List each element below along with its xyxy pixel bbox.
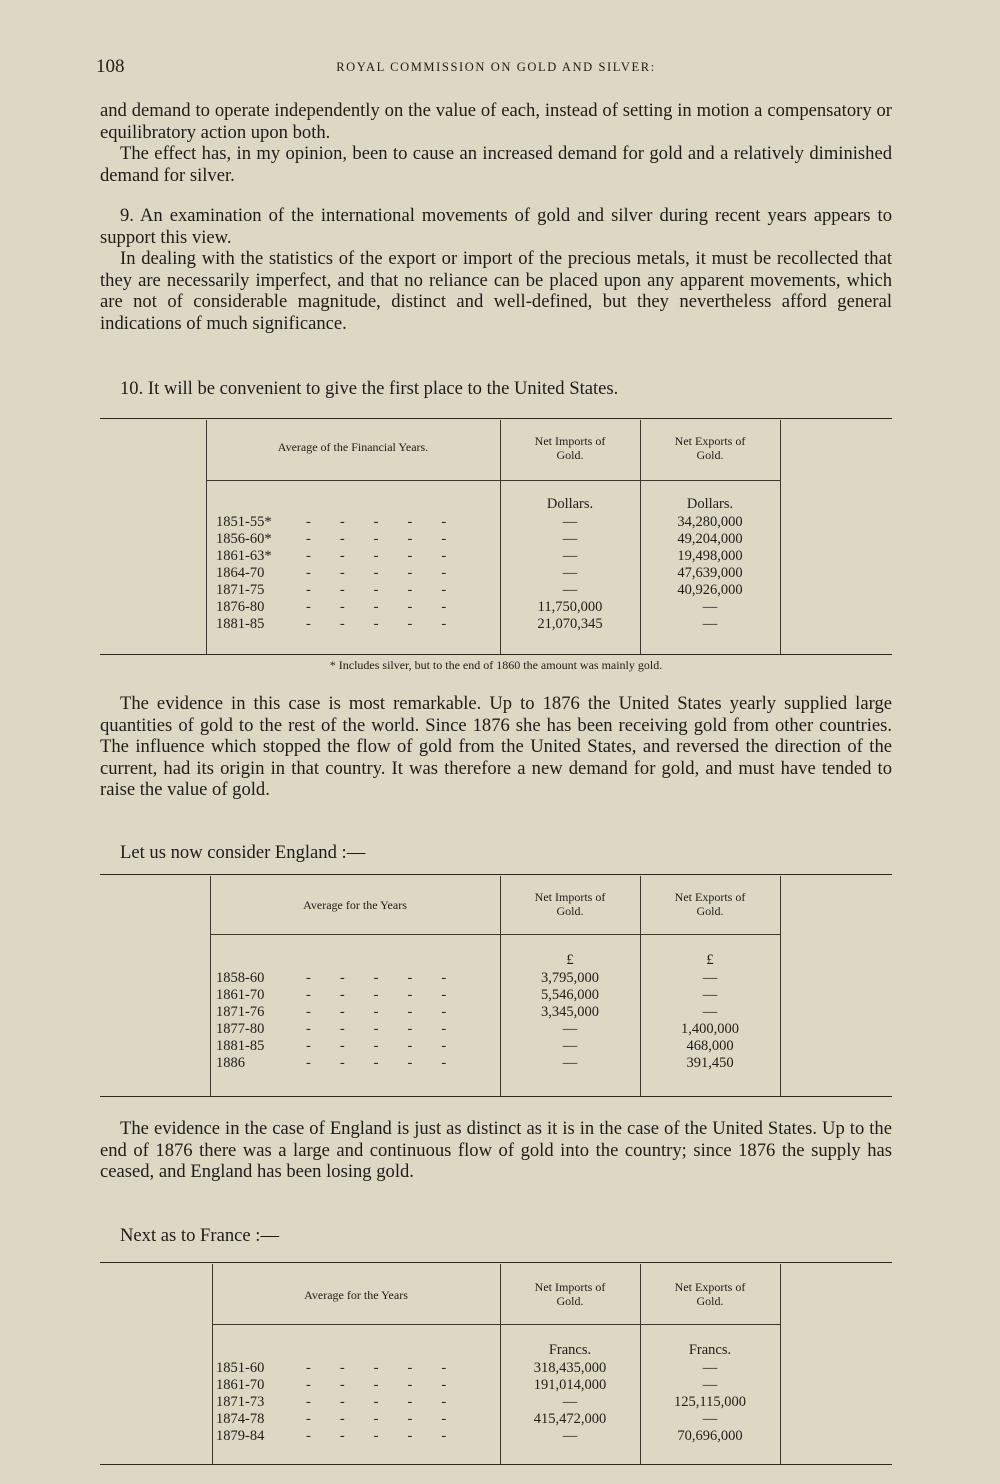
page-number: 108 bbox=[96, 56, 125, 77]
unit-exports: Dollars. bbox=[686, 496, 734, 512]
paragraph-section-9: 9. An examination of the international movements of gold and silver during recent years appears to support this view. bbox=[100, 205, 892, 248]
row-net-imports: 415,472,000 bbox=[533, 1411, 607, 1427]
row-net-exports: 70,696,000 bbox=[677, 1428, 743, 1444]
row-net-imports: — bbox=[562, 1394, 578, 1410]
leader-dots: - - - - - bbox=[306, 1055, 447, 1071]
column-header-exports: Net Exports of Gold. bbox=[674, 890, 746, 918]
row-net-imports: 3,345,000 bbox=[541, 1004, 599, 1020]
row-net-exports: 1,400,000 bbox=[681, 1021, 739, 1037]
row-period: 1874-78 bbox=[216, 1411, 265, 1427]
row-period: 1861-70 bbox=[216, 1377, 265, 1393]
column-header-period: Average for the Years bbox=[304, 1288, 408, 1302]
row-net-imports: — bbox=[562, 531, 578, 547]
row-net-imports: 318,435,000 bbox=[533, 1360, 607, 1376]
table-row bbox=[100, 970, 892, 986]
table-row bbox=[100, 1428, 892, 1444]
leader-dots: - - - - - bbox=[306, 1411, 447, 1427]
row-net-exports: 34,280,000 bbox=[677, 514, 743, 530]
row-net-imports: 3,795,000 bbox=[541, 970, 599, 986]
leader-dots: - - - - - bbox=[306, 548, 447, 564]
table-row bbox=[100, 1411, 892, 1427]
column-header-exports: Net Exports of Gold. bbox=[674, 1280, 746, 1308]
row-net-exports: 40,926,000 bbox=[677, 582, 743, 598]
row-net-exports: — bbox=[702, 599, 718, 615]
column-header-imports: Net Imports of Gold. bbox=[534, 434, 606, 462]
row-period: 1877-80 bbox=[216, 1021, 265, 1037]
row-net-imports: — bbox=[562, 1055, 578, 1071]
column-header-imports: Net Imports of Gold. bbox=[534, 890, 606, 918]
table-top-rule bbox=[100, 418, 892, 419]
row-net-exports: 125,115,000 bbox=[674, 1394, 746, 1410]
table-row bbox=[100, 565, 892, 581]
paragraph-us-evidence: The evidence in this case is most remarkable. Up to 1876 the United States yearly supplied large quantities of gold to the rest of the world. Since 1876 she has been receiving gold from other countries. The influence which stopped the flow of gold from the United States, and reversed the direction of the current, had its origin in that country. It was therefore a new demand for gold, and must have tended to raise the value of gold. bbox=[100, 693, 892, 800]
row-period: 1864-70 bbox=[216, 565, 265, 581]
row-period: 1879-84 bbox=[216, 1428, 265, 1444]
header-rule bbox=[206, 480, 780, 481]
leader-dots: - - - - - bbox=[306, 599, 447, 615]
leader-dots: - - - - - bbox=[306, 1394, 447, 1410]
leader-dots: - - - - - bbox=[306, 616, 447, 632]
column-header-period: Average of the Financial Years. bbox=[277, 440, 429, 454]
row-period: 1871-73 bbox=[216, 1394, 265, 1410]
table-row bbox=[100, 1004, 892, 1020]
table-row bbox=[100, 1021, 892, 1037]
paragraph-continuation: and demand to operate independently on the value of each, instead of setting in motion a compensatory or equilibratory action upon both. bbox=[100, 100, 892, 143]
running-title: ROYAL COMMISSION ON GOLD AND SILVER: bbox=[336, 60, 656, 74]
row-net-imports: — bbox=[562, 514, 578, 530]
leader-dots: - - - - - bbox=[306, 970, 447, 986]
table-top-rule bbox=[100, 874, 892, 875]
row-period: 1876-80 bbox=[216, 599, 265, 615]
row-period: 1851-60 bbox=[216, 1360, 265, 1376]
table-top-rule bbox=[100, 1262, 892, 1263]
row-period: 1856-60* bbox=[216, 531, 272, 547]
table-row bbox=[100, 531, 892, 547]
table-row bbox=[100, 1055, 892, 1071]
row-period: 1851-55* bbox=[216, 514, 272, 530]
us-gold-table bbox=[100, 418, 892, 676]
table-bottom-rule bbox=[100, 1096, 892, 1097]
page-header bbox=[96, 56, 896, 82]
england-gold-table bbox=[100, 874, 892, 1100]
row-net-imports: 11,750,000 bbox=[537, 599, 603, 615]
leader-dots: - - - - - bbox=[306, 987, 447, 1003]
table-row bbox=[100, 1038, 892, 1054]
leader-dots: - - - - - bbox=[306, 514, 447, 530]
paragraph-statistics: In dealing with the statistics of the export or import of the precious metals, it must be recollected that they are necessarily imperfect, and that no reliance can be placed upon any apparent movements, which are not of considerable magnitude, distinct and well-defined, but they nevertheless afford general indications of much significance. bbox=[100, 248, 892, 334]
unit-imports: £ bbox=[566, 952, 574, 968]
column-header-imports: Net Imports of Gold. bbox=[534, 1280, 606, 1308]
table-row bbox=[100, 548, 892, 564]
row-period: 1871-76 bbox=[216, 1004, 265, 1020]
paragraph-effect: The effect has, in my opinion, been to cause an increased demand for gold and a relatively diminished demand for silver. bbox=[100, 143, 892, 186]
row-net-imports: — bbox=[562, 548, 578, 564]
unit-imports: Francs. bbox=[548, 1342, 592, 1358]
header-rule bbox=[210, 934, 780, 935]
paragraph-france-intro: Next as to France :— bbox=[120, 1225, 280, 1246]
table-row bbox=[100, 514, 892, 530]
table-row bbox=[100, 1394, 892, 1410]
leader-dots: - - - - - bbox=[306, 565, 447, 581]
row-period: 1858-60 bbox=[216, 970, 265, 986]
table-row bbox=[100, 599, 892, 615]
row-net-exports: — bbox=[702, 1377, 718, 1393]
leader-dots: - - - - - bbox=[306, 1360, 447, 1376]
table-row bbox=[100, 1377, 892, 1393]
row-net-exports: — bbox=[702, 987, 718, 1003]
table-bottom-rule bbox=[100, 1464, 892, 1465]
row-net-exports: — bbox=[702, 616, 718, 632]
leader-dots: - - - - - bbox=[306, 1428, 447, 1444]
column-header-period: Average for the Years bbox=[303, 898, 407, 912]
table-row bbox=[100, 582, 892, 598]
row-period: 1861-63* bbox=[216, 548, 272, 564]
row-net-exports: 468,000 bbox=[686, 1038, 734, 1054]
leader-dots: - - - - - bbox=[306, 531, 447, 547]
row-period: 1886 bbox=[216, 1055, 245, 1071]
row-net-imports: — bbox=[562, 1021, 578, 1037]
row-net-exports: — bbox=[702, 970, 718, 986]
leader-dots: - - - - - bbox=[306, 1038, 447, 1054]
row-net-imports: — bbox=[562, 1428, 578, 1444]
paragraph-section-10: 10. It will be convenient to give the first place to the United States. bbox=[120, 378, 619, 399]
row-net-imports: — bbox=[562, 565, 578, 581]
row-period: 1861-70 bbox=[216, 987, 265, 1003]
header-rule bbox=[212, 1324, 780, 1325]
leader-dots: - - - - - bbox=[306, 582, 447, 598]
row-net-exports: 391,450 bbox=[686, 1055, 734, 1071]
row-net-imports: 191,014,000 bbox=[533, 1377, 607, 1393]
row-net-exports: 49,204,000 bbox=[677, 531, 743, 547]
leader-dots: - - - - - bbox=[306, 1377, 447, 1393]
unit-exports: £ bbox=[706, 952, 714, 968]
paragraph-england-intro: Let us now consider England :— bbox=[120, 842, 366, 863]
unit-imports: Dollars. bbox=[546, 496, 594, 512]
row-net-imports: — bbox=[562, 1038, 578, 1054]
row-net-exports: — bbox=[702, 1411, 718, 1427]
row-period: 1881-85 bbox=[216, 1038, 265, 1054]
row-net-imports: 21,070,345 bbox=[537, 616, 603, 632]
row-net-imports: 5,546,000 bbox=[541, 987, 599, 1003]
table-footnote: * Includes silver, but to the end of 1860 the amount was mainly gold. bbox=[329, 658, 663, 672]
row-net-exports: — bbox=[702, 1360, 718, 1376]
paragraph-england-evidence: The evidence in the case of England is just as distinct as it is in the case of the United States. Up to the end of 1876 there was a large and continuous flow of gold into the country; since 1876 the supply has ceased, and England has been losing gold. bbox=[100, 1118, 892, 1182]
table-bottom-rule bbox=[100, 654, 892, 655]
row-net-exports: 47,639,000 bbox=[677, 565, 743, 581]
row-net-exports: — bbox=[702, 1004, 718, 1020]
row-period: 1871-75 bbox=[216, 582, 265, 598]
row-period: 1881-85 bbox=[216, 616, 265, 632]
row-net-exports: 19,498,000 bbox=[677, 548, 743, 564]
unit-exports: Francs. bbox=[688, 1342, 732, 1358]
leader-dots: - - - - - bbox=[306, 1004, 447, 1020]
table-row bbox=[100, 1360, 892, 1376]
table-row bbox=[100, 616, 892, 632]
row-net-imports: — bbox=[562, 582, 578, 598]
table-row bbox=[100, 987, 892, 1003]
france-gold-table bbox=[100, 1262, 892, 1466]
leader-dots: - - - - - bbox=[306, 1021, 447, 1037]
column-header-exports: Net Exports of Gold. bbox=[674, 434, 746, 462]
